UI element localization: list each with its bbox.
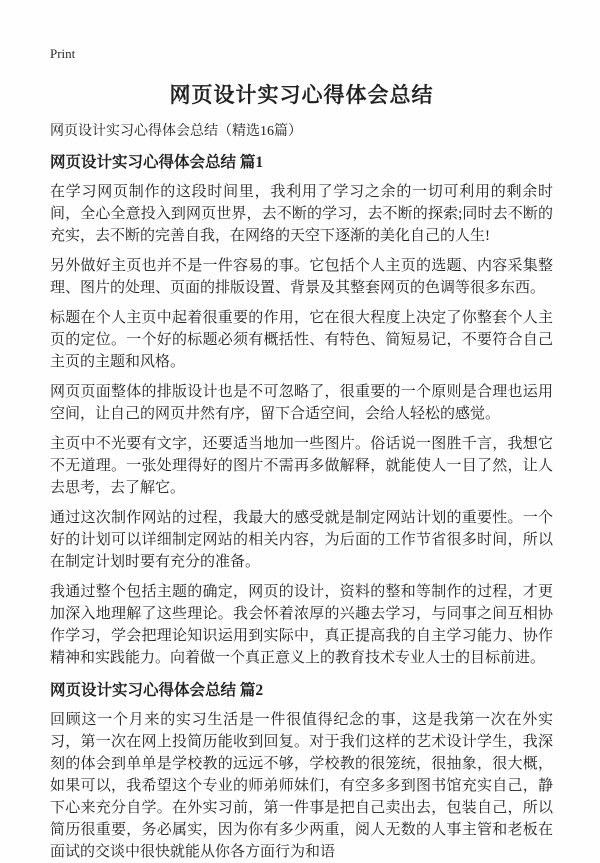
section-heading: 网页设计实习心得体会总结 篇2 bbox=[50, 682, 264, 699]
body-paragraph: 回顾这一个月来的实习生活是一件很值得纪念的事，这是我第一次在外实习，第一次在网上投简历能收到回复。对于我们这样的艺术设计学生，我深刻的体会到单单是学校教的远远不够，学校教的很笼统，很抽象，很大概，如果可以，我希望这个专业的师弟师妹们，有空多多到图书馆充实自己，静下心来充分自学。在外实习前，第一件事是把自己卖出去，包装自己，所以简历很重要，务必属实，因为你有多少两重，阅人无数的人事主管和老板在面试的交谈中很快就能从你各方面行为和语 bbox=[50, 712, 553, 860]
page-subtitle: 网页设计实习心得体会总结（精选16篇） bbox=[50, 124, 302, 139]
body-paragraph: 标题在个人主页中起着很重要的作用，它在很大程度上决定了你整套个人主页的定位。一个好的标题必须有概括性、有特色、简短易记，不要符合自己主页的主题和风格。 bbox=[50, 310, 553, 370]
print-button[interactable]: Print bbox=[50, 46, 76, 61]
body-paragraph: 我通过整个包括主题的确定，网页的设计，资料的整和等制作的过程，才更加深入地理解了这些理论。我会怀着浓厚的兴趣去学习，与同事之间互相协作学习，学会把理论知识运用到实际中，真正提高我的自主学习能力、协作精神和实践能力。向着做一个真正意义上的教育技术专业人士的目标前进。 bbox=[50, 584, 553, 666]
body-paragraph: 通过这次制作网站的过程，我最大的感受就是制定网站计划的重要性。一个好的计划可以详细制定网站的相关内容，为后面的工作节省很多时间，所以在制定计划时要有充分的准备。 bbox=[50, 510, 553, 570]
body-paragraph: 另外做好主页也并不是一件容易的事。它包括个人主页的选题、内容采集整理、图片的处理、页面的排版设置、背景及其整套网页的色调等很多东西。 bbox=[50, 258, 553, 296]
section-heading: 网页设计实习心得体会总结 篇1 bbox=[50, 154, 264, 171]
article-body bbox=[50, 153, 553, 863]
body-paragraph: 在学习网页制作的这段时间里，我利用了学习之余的一切可利用的剩余时间，全心全意投入到网页世界，去不断的学习，去不断的探索;同时去不断的充实，去不断的完善自我，在网络的天空下逐渐的美化自己的人生! bbox=[50, 184, 553, 244]
body-paragraph: 主页中不光要有文字，还要适当地加一些图片。俗话说一图胜千言，我想它不无道理。一张处理得好的图片不需再多做解释，就能使人一目了然，让人去思考，去了解它。 bbox=[50, 436, 553, 496]
page-title: 网页设计实习心得体会总结 bbox=[169, 83, 434, 107]
body-paragraph: 网页页面整体的排版设计也是不可忽略了，很重要的一个原则是合理也运用空间，让自己的网页井然有序，留下合适空间，会给人轻松的感觉。 bbox=[50, 384, 553, 422]
